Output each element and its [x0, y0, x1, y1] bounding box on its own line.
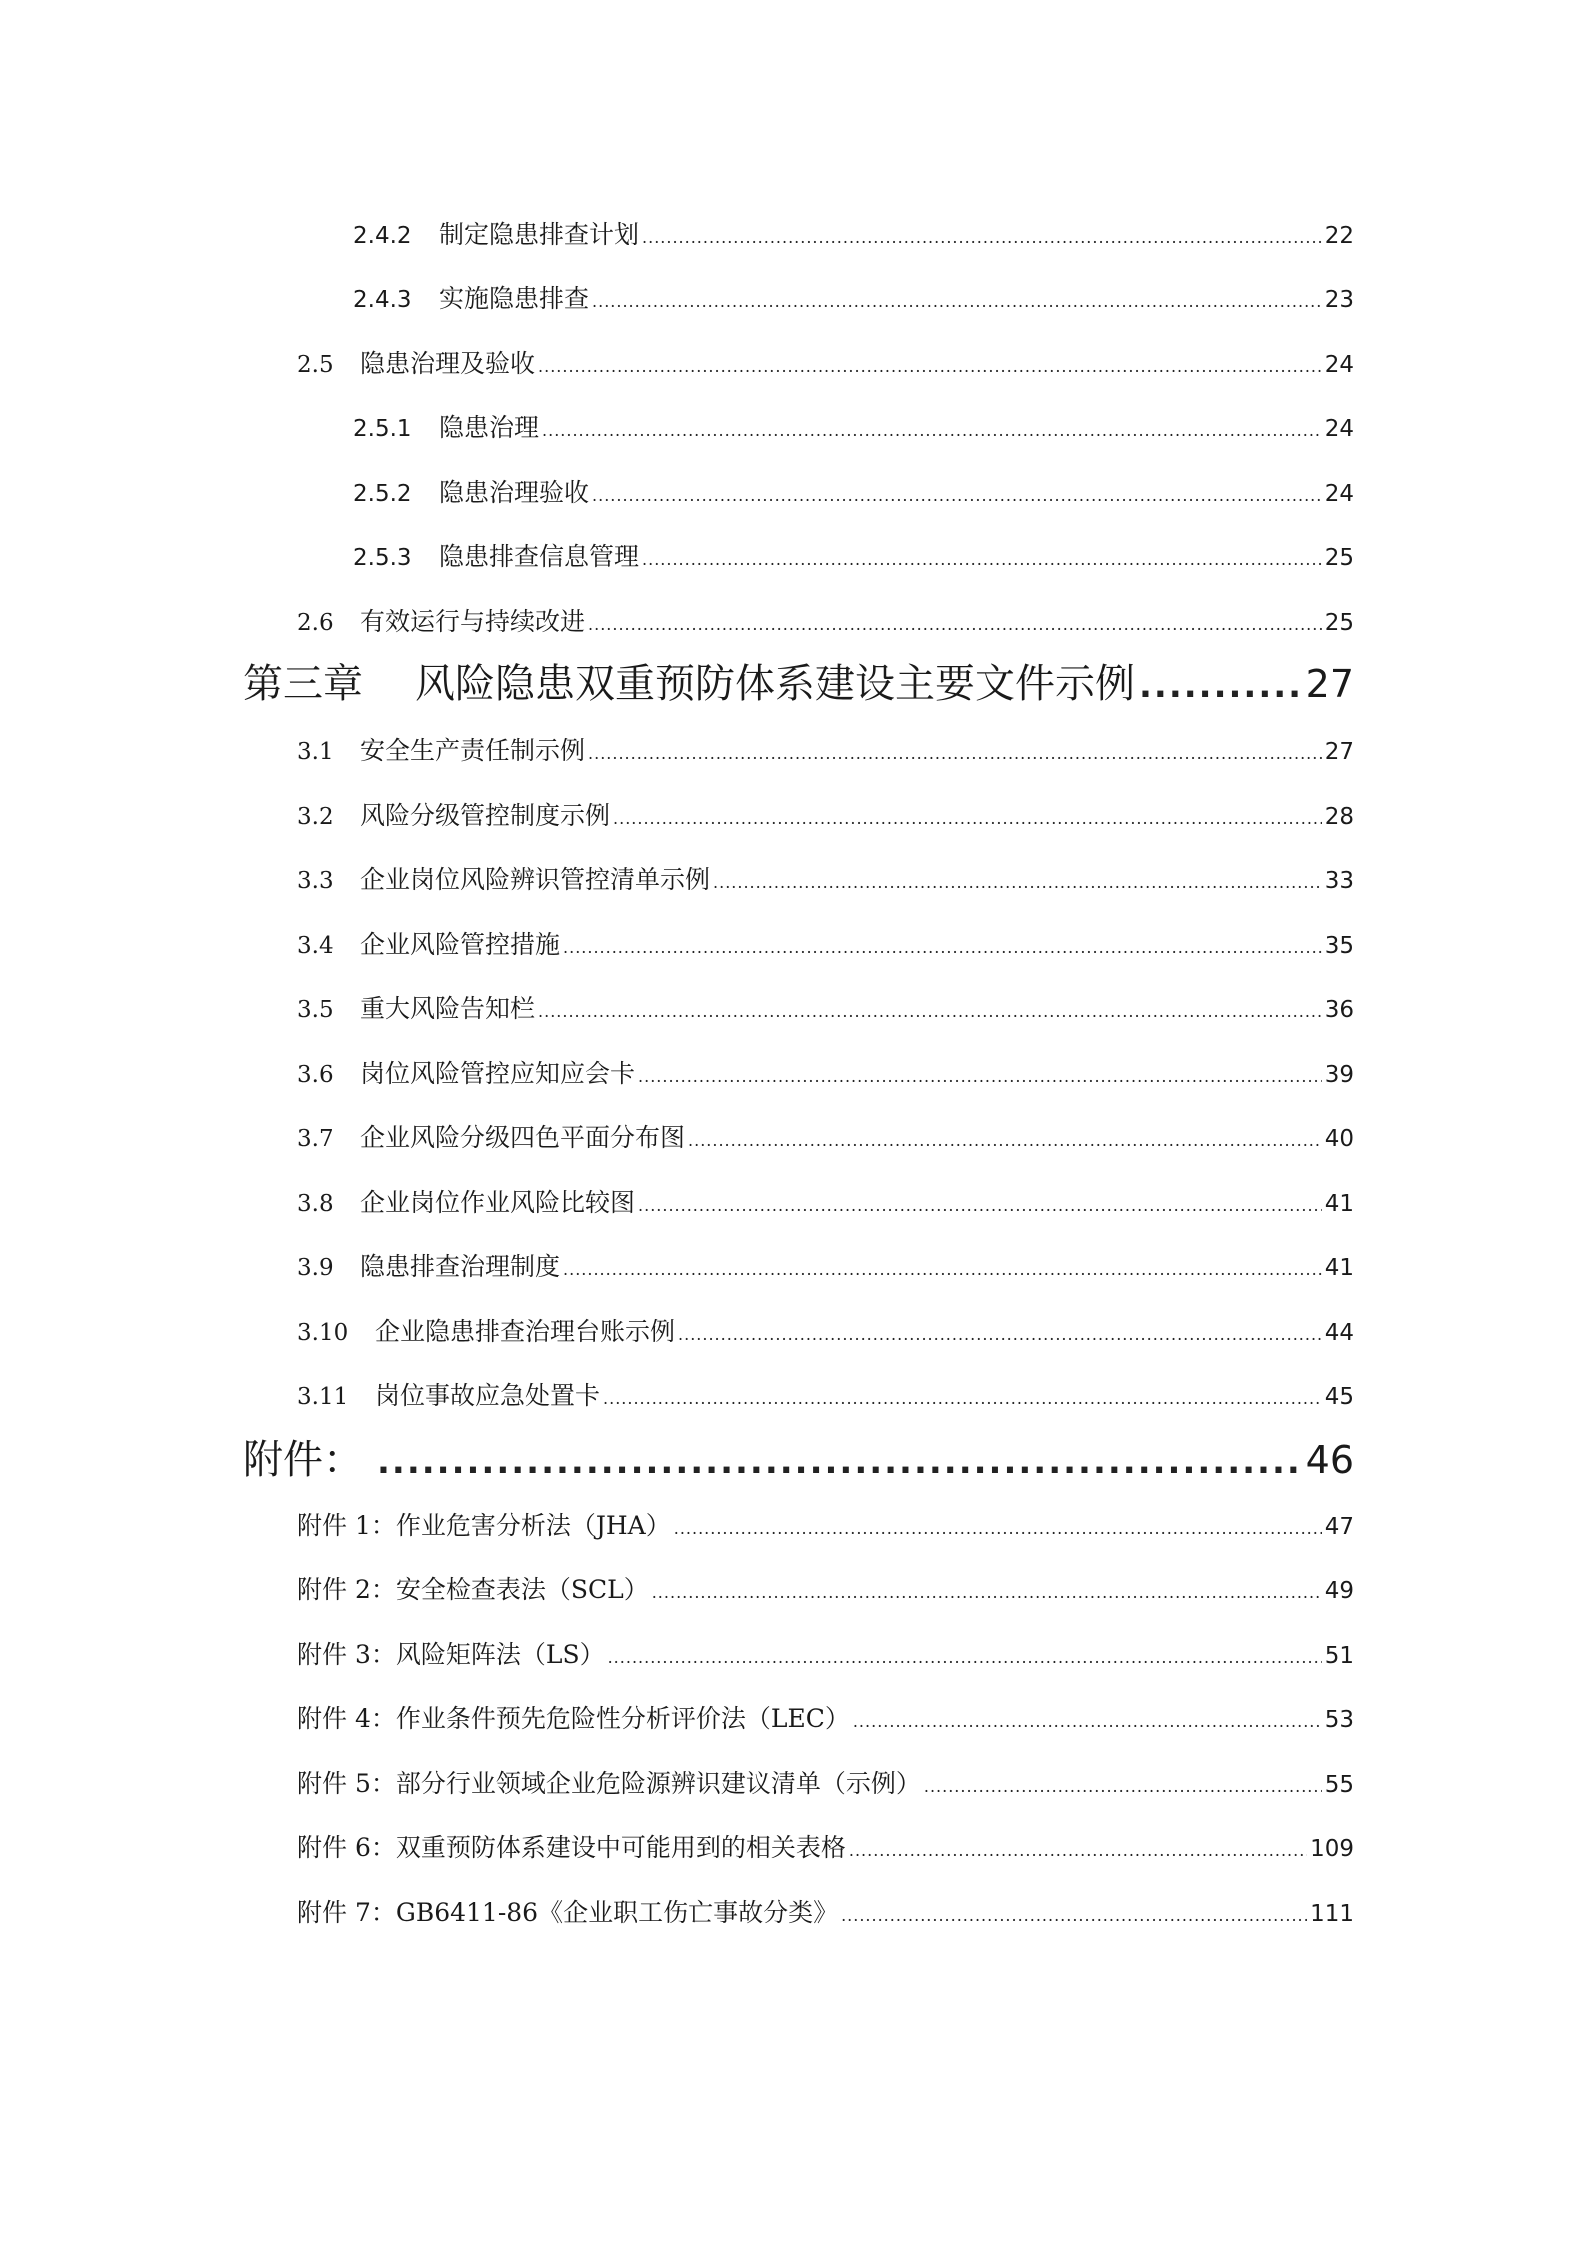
toc-entry-title: 重大风险告知栏	[360, 994, 536, 1023]
toc-chapter-title: 风险隐患双重预防体系建设主要文件示例	[415, 661, 1135, 707]
dot-leader	[1139, 666, 1302, 706]
toc-entry-page: 109	[1310, 1836, 1354, 1862]
toc-entry-title: 隐患治理验收	[439, 478, 590, 507]
toc-entry-title: 隐患治理及验收	[360, 349, 536, 378]
toc-entry-page: 27	[1324, 739, 1354, 765]
toc-entry-page: 45	[1324, 1384, 1354, 1410]
toc-chapter-entry[interactable]	[243, 652, 1354, 709]
toc-chapter-title: 附件：	[243, 1437, 363, 1483]
toc-appendix-entry[interactable]	[297, 1506, 1354, 1542]
toc-entry-title: 企业岗位作业风险比较图	[360, 1188, 636, 1217]
toc-entry-title: 附件 6：双重预防体系建设中可能用到的相关表格	[297, 1833, 846, 1862]
toc-appendix-entry[interactable]	[297, 1635, 1354, 1671]
toc-entry-title: 岗位风险管控应知应会卡	[360, 1059, 636, 1088]
toc-entry-title: 风险分级管控制度示例	[360, 801, 611, 830]
toc-entry-title: 附件 7：GB6411-86《企业职工伤亡事故分类》	[297, 1898, 839, 1927]
toc-entry[interactable]	[297, 1247, 1354, 1283]
toc-entry-title: 企业岗位风险辨识管控清单示例	[360, 865, 711, 894]
toc-entry-number: 3.10	[297, 1320, 349, 1346]
toc-entry-number: 3.3	[297, 868, 334, 894]
toc-entry-page: 39	[1324, 1062, 1354, 1088]
toc-entry-page: 23	[1324, 287, 1354, 313]
dot-leader	[841, 1906, 1307, 1925]
toc-entry-number: 3.1	[297, 739, 334, 765]
toc-entry-page: 28	[1324, 804, 1354, 830]
dot-leader	[924, 1777, 1322, 1796]
dot-leader	[588, 744, 1322, 763]
toc-entry-page: 24	[1324, 416, 1354, 442]
dot-leader	[603, 1389, 1322, 1408]
toc-entry[interactable]	[297, 796, 1354, 832]
toc-appendix-entry[interactable]	[297, 1893, 1354, 1929]
toc-entry[interactable]	[353, 279, 1354, 315]
toc-entry-number: 3.6	[297, 1062, 334, 1088]
toc-entry[interactable]	[297, 1054, 1354, 1090]
toc-entry-page: 49	[1324, 1578, 1354, 1604]
toc-entry[interactable]	[353, 215, 1354, 251]
toc-chapter-page: 46	[1305, 1438, 1354, 1482]
dot-leader	[849, 1841, 1307, 1860]
toc-entry-page: 35	[1324, 933, 1354, 959]
toc-entry-title: 企业隐患排查治理台账示例	[375, 1317, 676, 1346]
toc-entry[interactable]	[353, 473, 1354, 509]
toc-entry-page: 25	[1324, 610, 1354, 636]
toc-entry-number: 3.4	[297, 933, 334, 959]
toc-entry-title: 岗位事故应急处置卡	[375, 1381, 601, 1410]
toc-entry-page: 24	[1324, 352, 1354, 378]
toc-entry-number: 2.5.2	[353, 481, 412, 507]
toc-entry[interactable]	[353, 408, 1354, 444]
toc-entry-number: 2.5.1	[353, 416, 412, 442]
toc-entry-number: 3.8	[297, 1191, 334, 1217]
toc-entry-title: 附件 1：作业危害分析法（JHA）	[297, 1511, 671, 1540]
toc-entry-title: 隐患排查治理制度	[360, 1252, 561, 1281]
toc-entry-number: 3.5	[297, 997, 334, 1023]
toc-entry-number: 2.5.3	[353, 545, 412, 571]
toc-entry-number: 3.2	[297, 804, 334, 830]
toc-entry-page: 111	[1310, 1901, 1354, 1927]
toc-entry-title: 企业风险分级四色平面分布图	[360, 1123, 686, 1152]
dot-leader	[563, 938, 1322, 957]
dot-leader	[638, 1067, 1322, 1086]
toc-entry[interactable]	[297, 1376, 1354, 1412]
toc-entry[interactable]	[297, 1312, 1354, 1348]
toc-entry[interactable]	[297, 1118, 1354, 1154]
toc-entry-title: 附件 5：部分行业领域企业危险源辨识建议清单（示例）	[297, 1769, 921, 1798]
toc-entry-number: 2.6	[297, 610, 334, 636]
toc-entry-number: 3.9	[297, 1255, 334, 1281]
toc-entry-title: 制定隐患排查计划	[439, 220, 640, 249]
dot-leader	[592, 292, 1322, 311]
dot-leader	[678, 1325, 1322, 1344]
toc-chapter-page: 27	[1305, 662, 1354, 706]
toc-appendix-entry[interactable]	[297, 1699, 1354, 1735]
dot-leader	[563, 1260, 1322, 1279]
toc-appendix-entry[interactable]	[297, 1828, 1354, 1864]
dot-leader	[642, 228, 1322, 247]
toc-entry-page: 44	[1324, 1320, 1354, 1346]
dot-leader	[538, 1002, 1322, 1021]
toc-entry-page: 24	[1324, 481, 1354, 507]
toc-chapter-entry[interactable]	[243, 1428, 1354, 1485]
toc-entry-number: 2.4.3	[353, 287, 412, 313]
toc-entry-page: 55	[1324, 1772, 1354, 1798]
toc-entry-title: 隐患治理	[439, 413, 540, 442]
toc-entry-title: 企业风险管控措施	[360, 930, 561, 959]
dot-leader	[713, 873, 1322, 892]
toc-appendix-entry[interactable]	[297, 1570, 1354, 1606]
toc-entry-page: 22	[1324, 223, 1354, 249]
toc-entry[interactable]	[297, 602, 1354, 638]
toc-entry-page: 47	[1324, 1514, 1354, 1540]
dot-leader	[642, 550, 1322, 569]
toc-entry-page: 53	[1324, 1707, 1354, 1733]
dot-leader	[674, 1519, 1322, 1538]
toc-entry-page: 51	[1324, 1643, 1354, 1669]
toc-entry[interactable]	[297, 925, 1354, 961]
toc-entry-title: 实施隐患排查	[439, 284, 590, 313]
toc-entry-page: 41	[1324, 1191, 1354, 1217]
toc-entry[interactable]	[297, 731, 1354, 767]
dot-leader	[588, 615, 1322, 634]
toc-entry[interactable]	[353, 537, 1354, 573]
toc-entry-page: 25	[1324, 545, 1354, 571]
dot-leader	[542, 421, 1322, 440]
toc-entry-page: 41	[1324, 1255, 1354, 1281]
dot-leader	[853, 1712, 1322, 1731]
toc-entry-page: 33	[1324, 868, 1354, 894]
toc-entry-number: 2.4.2	[353, 223, 412, 249]
toc-entry[interactable]	[297, 989, 1354, 1025]
toc-entry-title: 附件 4：作业条件预先危险性分析评价法（LEC）	[297, 1704, 850, 1733]
dot-leader	[613, 809, 1322, 828]
toc-entry[interactable]	[297, 1183, 1354, 1219]
toc-entry-title: 安全生产责任制示例	[360, 736, 586, 765]
toc-entry-page: 36	[1324, 997, 1354, 1023]
toc-entry-title: 附件 2：安全检查表法（SCL）	[297, 1575, 649, 1604]
toc-entry-page: 40	[1324, 1126, 1354, 1152]
toc-chapter-number: 第三章	[243, 661, 363, 707]
toc-entry-title: 附件 3：风险矩阵法（LS）	[297, 1640, 605, 1669]
toc-entry-number: 3.11	[297, 1384, 349, 1410]
dot-leader	[377, 1442, 1302, 1482]
dot-leader	[638, 1196, 1322, 1215]
dot-leader	[652, 1583, 1322, 1602]
dot-leader	[538, 357, 1322, 376]
toc-entry[interactable]	[297, 344, 1354, 380]
toc-entry[interactable]	[297, 860, 1354, 896]
toc-entry-number: 2.5	[297, 352, 334, 378]
toc-entry-title: 隐患排查信息管理	[439, 542, 640, 571]
dot-leader	[592, 486, 1322, 505]
toc-appendix-entry[interactable]	[297, 1764, 1354, 1800]
dot-leader	[608, 1648, 1322, 1667]
dot-leader	[688, 1131, 1322, 1150]
toc-entry-title: 有效运行与持续改进	[360, 607, 586, 636]
toc-entry-number: 3.7	[297, 1126, 334, 1152]
